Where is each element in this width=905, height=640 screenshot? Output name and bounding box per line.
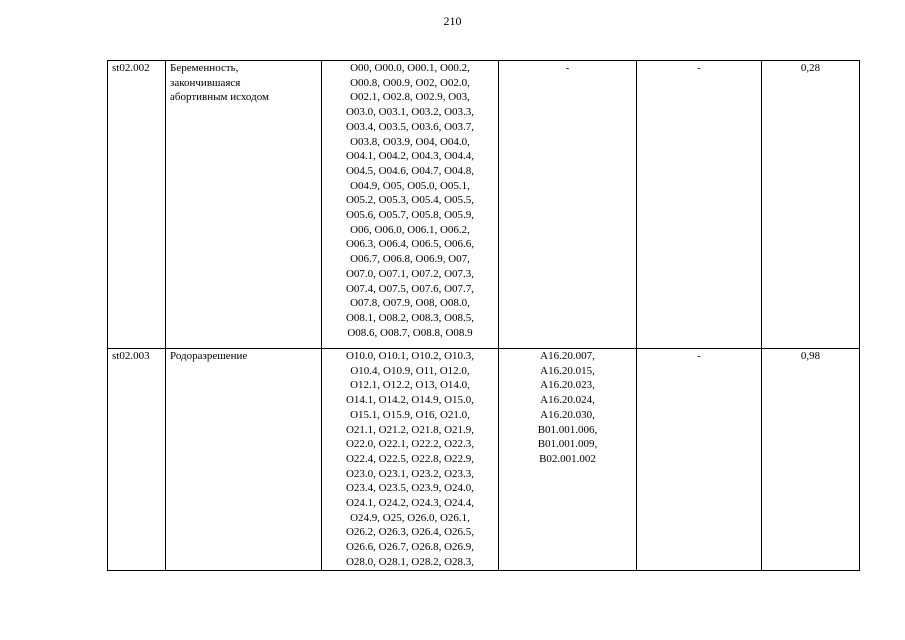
diagnosis-line: O24.9, O25, O26.0, O26.1, xyxy=(350,511,470,524)
row-coefficient-cell: 0,98 xyxy=(762,349,860,571)
diagnosis-line: O08.6, O08.7, O08.8, O08.9 xyxy=(347,326,473,339)
row-name-cell xyxy=(166,349,322,571)
row-diagnoses-cell xyxy=(322,349,499,571)
diagnosis-line: O07.4, O07.5, O07.6, O07.7, xyxy=(345,282,475,295)
diagnosis-line: O04.1, O04.2, O04.3, O04.4, xyxy=(345,150,475,163)
diagnosis-line: O07.8, O07.9, O08, O08.0, xyxy=(350,297,470,310)
diagnosis-line: O15.1, O15.9, O16, O21.0, xyxy=(350,408,470,421)
diagnosis-line: O26.6, O26.7, O26.8, O26.9, xyxy=(345,541,475,554)
service-line: A16.20.007, xyxy=(540,350,595,362)
service-line: A16.20.024, xyxy=(540,394,595,407)
service-line: B02.001.002 xyxy=(539,452,596,465)
table-row xyxy=(108,61,860,349)
row-name-line: Беременность, xyxy=(170,62,239,74)
row-criteria-cell: - xyxy=(637,349,762,571)
diagnosis-line: O04.5, O04.6, O04.7, O04.8, xyxy=(345,164,475,177)
page-number: 210 xyxy=(443,14,462,28)
service-line: A16.20.015, xyxy=(540,364,595,377)
diagnosis-line: O00.8, O00.9, O02, O02.0, xyxy=(350,76,470,89)
diagnosis-line: O22.4, O22.5, O22.8, O22.9, xyxy=(345,452,475,465)
row-diagnoses-cell xyxy=(322,61,499,349)
row-name-cell xyxy=(166,61,322,349)
diagnosis-line: O04.9, O05, O05.0, O05.1, xyxy=(350,179,470,192)
diagnosis-line: O00, O00.0, O00.1, O00.2, xyxy=(350,62,470,74)
diagnosis-line: O03.4, O03.5, O03.6, O03.7, xyxy=(345,120,475,133)
diagnosis-line: O12.1, O12.2, O13, O14.0, xyxy=(350,379,470,392)
diagnosis-line: O28.0, O28.1, O28.2, O28.3, xyxy=(345,555,475,568)
diagnosis-line: O24.1, O24.2, O24.3, O24.4, xyxy=(345,497,475,510)
diagnosis-line: O10.0, O10.1, O10.2, O10.3, xyxy=(345,350,475,362)
diagnosis-line: O14.1, O14.2, O14.9, O15.0, xyxy=(345,394,475,407)
row-code-cell: st02.003 xyxy=(108,349,166,571)
diagnosis-line: O06.7, O06.8, O06.9, O07, xyxy=(350,253,470,266)
service-line: A16.20.023, xyxy=(540,379,595,392)
diagnosis-line: O02.1, O02.8, O02.9, O03, xyxy=(350,91,470,104)
diagnosis-line: O21.1, O21.2, O21.8, O21.9, xyxy=(345,423,475,436)
service-line: B01.001.009, xyxy=(537,438,598,451)
service-line: - xyxy=(565,62,570,74)
row-code-cell: st02.002 xyxy=(108,61,166,349)
diagnosis-line: O23.0, O23.1, O23.2, O23.3, xyxy=(345,467,475,480)
diagnosis-line: O07.0, O07.1, O07.2, O07.3, xyxy=(345,267,475,280)
row-name-line: абортивным исходом xyxy=(170,91,269,104)
row-criteria-cell: - xyxy=(637,61,762,349)
diagnosis-line: O06, O06.0, O06.1, O06.2, xyxy=(350,223,470,236)
service-line: B01.001.006, xyxy=(537,423,598,436)
row-name-line: закончившаяся xyxy=(170,76,241,89)
diagnosis-line: O03.0, O03.1, O03.2, O03.3, xyxy=(345,106,475,119)
diagnosis-line: O06.3, O06.4, O06.5, O06.6, xyxy=(345,238,475,251)
diagnosis-line: O26.2, O26.3, O26.4, O26.5, xyxy=(345,526,475,539)
diagnosis-line: O05.6, O05.7, O05.8, O05.9, xyxy=(345,209,475,222)
service-line: A16.20.030, xyxy=(540,408,595,421)
diagnosis-line: O23.4, O23.5, O23.9, O24.0, xyxy=(345,482,475,495)
table-row xyxy=(108,349,860,571)
tariff-table xyxy=(107,60,860,571)
diagnosis-line: O05.2, O05.3, O05.4, O05.5, xyxy=(345,194,475,207)
row-services-cell xyxy=(499,349,637,571)
diagnosis-line: O10.4, O10.9, O11, O12.0, xyxy=(350,364,470,377)
row-name-line: Родоразрешение xyxy=(170,350,248,362)
row-services-cell xyxy=(499,61,637,349)
diagnosis-line: O03.8, O03.9, O04, O04.0, xyxy=(350,135,470,148)
diagnosis-line: O08.1, O08.2, O08.3, O08.5, xyxy=(345,311,475,324)
diagnosis-line: O22.0, O22.1, O22.2, O22.3, xyxy=(345,438,475,451)
row-coefficient-cell: 0,28 xyxy=(762,61,860,349)
